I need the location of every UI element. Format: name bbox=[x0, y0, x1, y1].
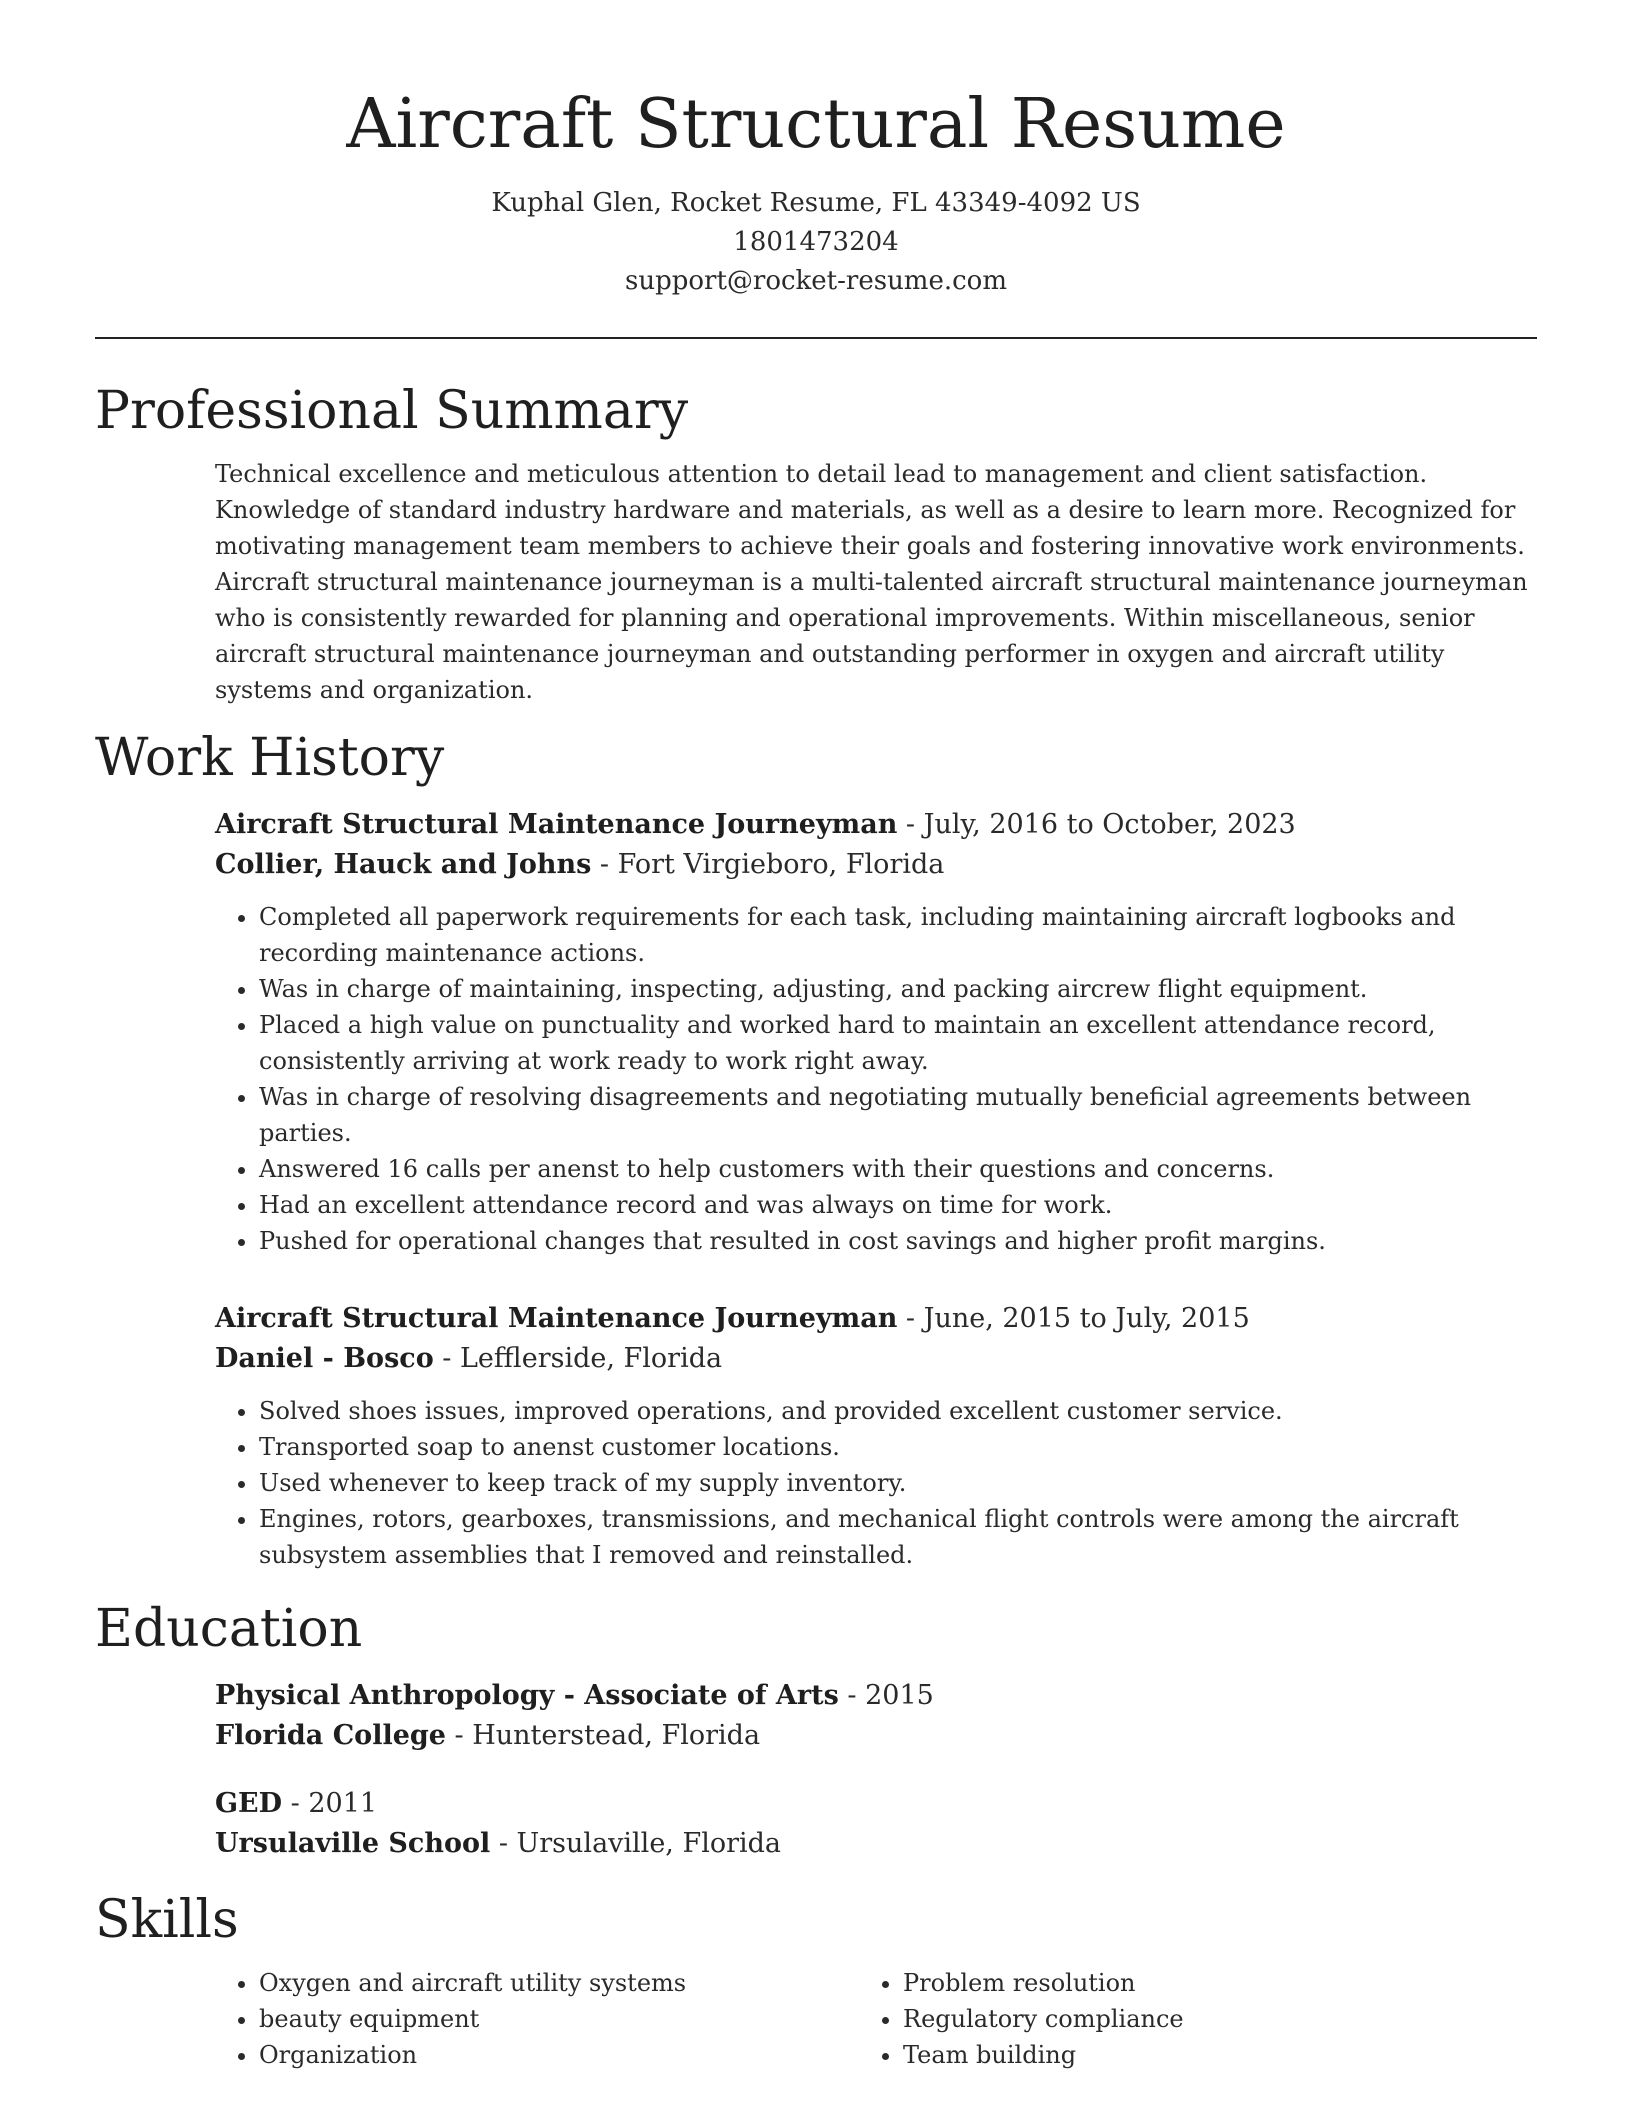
job-dates: - June, 2015 to July, 2015 bbox=[897, 1302, 1250, 1334]
section-heading: Work History bbox=[95, 727, 445, 788]
school-location: - Hunterstead, Florida bbox=[445, 1719, 761, 1751]
school-name: Florida College bbox=[215, 1719, 446, 1751]
resume-header bbox=[0, 0, 1632, 301]
degree-year: - 2015 bbox=[838, 1679, 934, 1711]
school-location: - Ursulaville, Florida bbox=[490, 1827, 782, 1859]
list-item: • Placed a high value on punctuality and worked hard to maintain an excellent attendance record, consistently arriving at work ready to work right away. bbox=[259, 1007, 1537, 1079]
degree: GED bbox=[215, 1787, 283, 1819]
section-heading: Education bbox=[95, 1598, 363, 1659]
job-bullets bbox=[215, 899, 1537, 1259]
job-company: Daniel - Bosco bbox=[215, 1342, 434, 1374]
job-dates: - July, 2016 to October, 2023 bbox=[897, 808, 1296, 840]
section-heading: Skills bbox=[95, 1889, 239, 1950]
list-item: • Completed all paperwork requirements for each task, including maintaining aircraft logbooks and recording maintenance actions. bbox=[259, 899, 1537, 971]
header-divider bbox=[95, 337, 1537, 339]
list-item: • Had an excellent attendance record and was always on time for work. bbox=[259, 1187, 1537, 1223]
degree-line bbox=[215, 1676, 1537, 1716]
summary-text: Technical excellence and meticulous attention to detail lead to management and client satisfaction. Knowledge of standard industry hardware and materials, as well as a desire to learn more. Recognized for motivating management team members to achieve their goals and fostering innovative work environments. Aircraft structural maintenance journeyman is a multi-talented aircraft structural maintenance journeyman who is consistently rewarded for planning and operational improvements. Within miscellaneous, senior aircraft structural maintenance journeyman and outstanding performer in oxygen and aircraft utility systems and organization. bbox=[215, 459, 1528, 704]
list-item: • Answered 16 calls per anenst to help customers with their questions and concerns. bbox=[259, 1151, 1537, 1187]
contact-phone: 1801473204 bbox=[733, 226, 899, 257]
degree-year: - 2011 bbox=[282, 1787, 378, 1819]
skill-item: • beauty equipment bbox=[259, 2001, 859, 2037]
job-location: - Lefflerside, Florida bbox=[433, 1342, 723, 1374]
job-title-line bbox=[215, 1299, 1537, 1339]
list-item: • Was in charge of resolving disagreements and negotiating mutually beneficial agreements between parties. bbox=[259, 1079, 1537, 1151]
education-section bbox=[95, 1597, 1537, 1864]
professional-summary-section bbox=[95, 379, 1537, 708]
job-title-line bbox=[215, 805, 1537, 845]
job-title: Aircraft Structural Maintenance Journeyman bbox=[215, 1302, 898, 1334]
skill-item: • Organization bbox=[259, 2037, 859, 2073]
list-item: • Used whenever to keep track of my supply inventory. bbox=[259, 1465, 1537, 1501]
skill-item: • Regulatory compliance bbox=[903, 2001, 1503, 2037]
degree-line bbox=[215, 1784, 1537, 1824]
job-bullets bbox=[215, 1393, 1537, 1573]
school-name: Ursulaville School bbox=[215, 1827, 491, 1859]
job-company-line bbox=[215, 845, 1537, 885]
school-line bbox=[215, 1716, 1537, 1756]
job-company-line bbox=[215, 1339, 1537, 1379]
skill-item: • Oxygen and aircraft utility systems bbox=[259, 1965, 859, 2001]
list-item: • Was in charge of maintaining, inspecting, adjusting, and packing aircrew flight equipment. bbox=[259, 971, 1537, 1007]
list-item: • Engines, rotors, gearboxes, transmissions, and mechanical flight controls were among the aircraft subsystem assemblies that I removed and reinstalled. bbox=[259, 1501, 1537, 1573]
school-line bbox=[215, 1824, 1537, 1864]
list-item: • Transported soap to anenst customer locations. bbox=[259, 1429, 1537, 1465]
contact-address: Kuphal Glen, Rocket Resume, FL 43349-4092 US bbox=[491, 187, 1141, 218]
job-title: Aircraft Structural Maintenance Journeyman bbox=[215, 808, 898, 840]
job-company: Collier, Hauck and Johns bbox=[215, 848, 592, 880]
list-item: • Solved shoes issues, improved operations, and provided excellent customer service. bbox=[259, 1393, 1537, 1429]
work-history-section bbox=[95, 726, 1537, 1573]
contact-email: support@rocket-resume.com bbox=[624, 265, 1007, 296]
skills-section bbox=[95, 1888, 1537, 2073]
job-entry bbox=[215, 805, 1537, 1259]
skills-list-left bbox=[215, 1965, 859, 2073]
job-location: - Fort Virgieboro, Florida bbox=[591, 848, 945, 880]
skills-columns bbox=[215, 1965, 1537, 2073]
skill-item: • Problem resolution bbox=[903, 1965, 1503, 2001]
job-entry bbox=[215, 1299, 1537, 1573]
resume-title: Aircraft Structural Resume bbox=[346, 85, 1286, 164]
skills-list-right bbox=[859, 1965, 1503, 2073]
contact-info bbox=[0, 184, 1632, 301]
degree: Physical Anthropology - Associate of Arts bbox=[215, 1679, 839, 1711]
skill-item: • Team building bbox=[903, 2037, 1503, 2073]
list-item: • Pushed for operational changes that resulted in cost savings and higher profit margins. bbox=[259, 1223, 1537, 1259]
education-entry bbox=[215, 1676, 1537, 1756]
education-entry bbox=[215, 1784, 1537, 1864]
section-heading: Professional Summary bbox=[95, 380, 689, 441]
